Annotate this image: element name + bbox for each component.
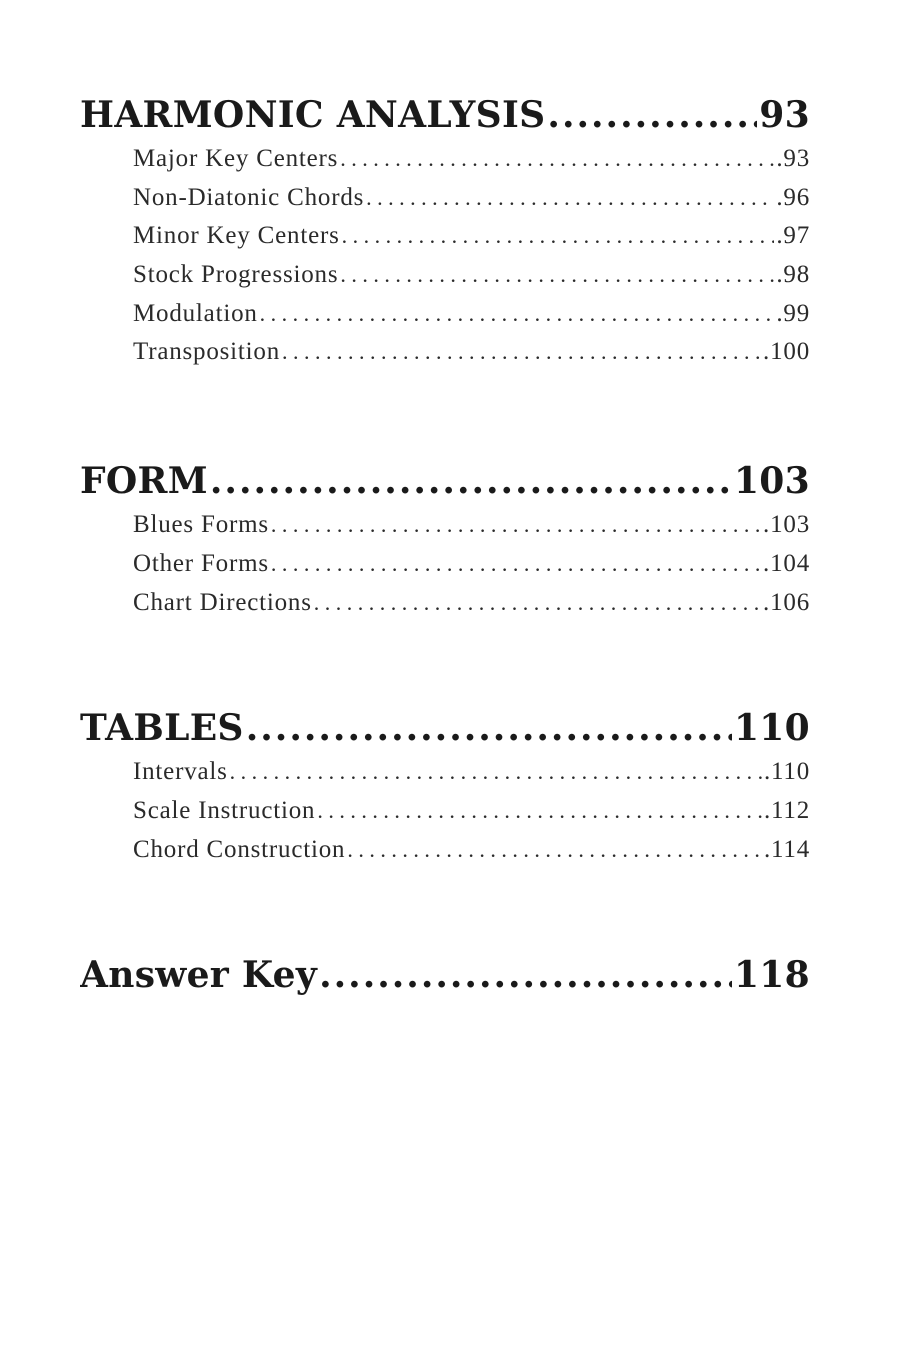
- toc-entry-title: Transposition: [133, 338, 281, 366]
- toc-entry-title: Major Key Centers: [133, 145, 339, 172]
- section-spacer: [80, 622, 810, 705]
- table-of-contents: [80, 92, 810, 998]
- toc-entry[interactable]: [133, 333, 810, 372]
- toc-entry[interactable]: [133, 295, 810, 334]
- toc-section-harmonic-analysis: [80, 92, 810, 372]
- toc-heading-page: 118: [733, 954, 810, 997]
- toc-entry-title: Chord Construction: [133, 835, 346, 863]
- toc-entry-title: Chart Directions: [133, 588, 312, 616]
- dot-leader: [210, 458, 732, 504]
- dot-leader: [347, 831, 762, 870]
- toc-heading-page: 110: [733, 707, 810, 750]
- toc-entry[interactable]: [133, 140, 810, 179]
- dot-leader: [547, 92, 757, 138]
- toc-entry-title: Stock Progressions: [133, 261, 339, 289]
- dot-leader: [366, 179, 774, 218]
- toc-heading-title: TABLES: [80, 707, 244, 750]
- toc-heading-title: FORM: [80, 460, 208, 503]
- dot-leader: [319, 952, 732, 998]
- toc-entry[interactable]: [133, 584, 810, 623]
- dot-leader: [271, 506, 761, 545]
- section-spacer: [80, 372, 810, 458]
- toc-heading[interactable]: [80, 458, 810, 504]
- dot-leader: [271, 545, 761, 584]
- toc-entry-page: .99: [776, 299, 810, 327]
- toc-section-form: [80, 458, 810, 622]
- toc-entries: [80, 506, 810, 622]
- toc-entry[interactable]: [133, 831, 810, 870]
- dot-leader: [246, 705, 732, 751]
- toc-heading-title: Answer Key: [80, 954, 318, 997]
- toc-entry-page: .104: [763, 549, 810, 577]
- toc-entry-page: .114: [763, 835, 810, 863]
- toc-entry-page: .97: [776, 222, 810, 250]
- toc-heading[interactable]: [80, 952, 810, 998]
- dot-leader: [340, 256, 774, 295]
- toc-entry-title: Blues Forms: [133, 511, 269, 539]
- dot-leader: [260, 295, 775, 334]
- toc-entry[interactable]: [133, 792, 810, 831]
- toc-section-answer-key: [80, 952, 810, 998]
- toc-heading-page: 93: [759, 94, 810, 136]
- toc-entry-page: .106: [763, 588, 810, 616]
- toc-entry-page: .110: [763, 758, 810, 786]
- toc-entry[interactable]: [133, 545, 810, 584]
- toc-entry-page: .103: [763, 511, 810, 539]
- toc-entry-title: Intervals: [133, 758, 228, 786]
- toc-entries: [80, 140, 810, 372]
- toc-entry-page: .98: [776, 261, 810, 289]
- toc-entry-page: .93: [776, 145, 810, 172]
- toc-heading[interactable]: [80, 92, 810, 138]
- dot-leader: [317, 792, 762, 831]
- toc-heading[interactable]: [80, 705, 810, 751]
- toc-entry-page: .100: [763, 338, 810, 366]
- toc-entry-title: Non-Diatonic Chords: [133, 183, 365, 211]
- toc-entry-page: .112: [763, 796, 810, 824]
- toc-entry-title: Scale Instruction: [133, 796, 316, 824]
- dot-leader: [314, 584, 761, 623]
- toc-entry[interactable]: [133, 256, 810, 295]
- toc-entry-page: .96: [776, 183, 810, 211]
- toc-entry-title: Minor Key Centers: [133, 222, 340, 250]
- toc-entry[interactable]: [133, 753, 810, 792]
- toc-entries: [80, 753, 810, 869]
- dot-leader: [230, 753, 762, 792]
- section-spacer: [80, 869, 810, 952]
- dot-leader: [282, 333, 761, 372]
- dot-leader: [340, 140, 774, 179]
- toc-heading-page: 103: [733, 460, 810, 503]
- toc-entry-title: Other Forms: [133, 549, 269, 577]
- toc-heading-title: HARMONIC ANALYSIS: [80, 94, 546, 136]
- toc-entry[interactable]: [133, 217, 810, 256]
- toc-section-tables: [80, 705, 810, 869]
- toc-entry-title: Modulation: [133, 299, 258, 327]
- toc-entry[interactable]: [133, 506, 810, 545]
- toc-entry[interactable]: [133, 179, 810, 218]
- dot-leader: [342, 217, 775, 256]
